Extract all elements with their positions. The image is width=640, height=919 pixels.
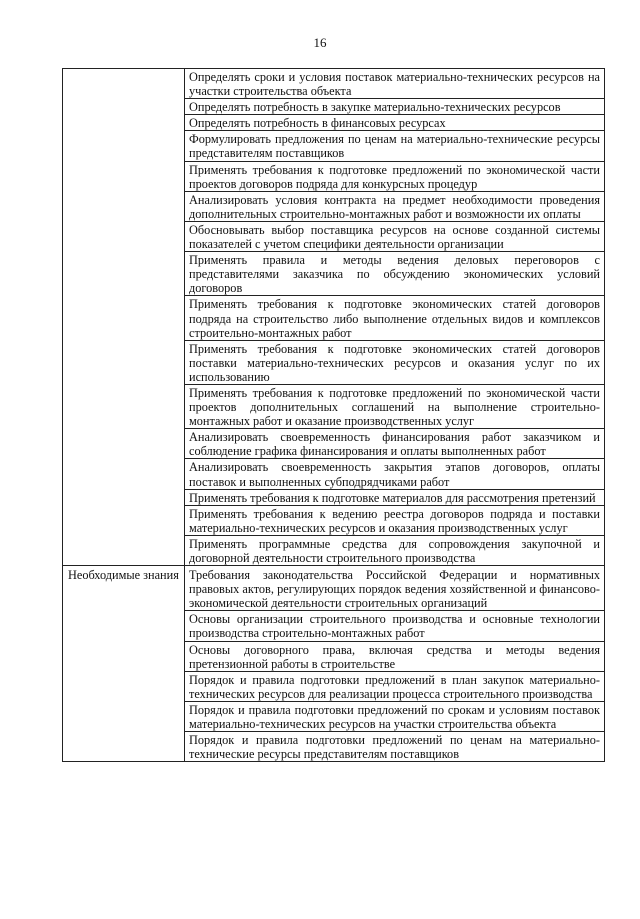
skill-item: Применять требования к подготовке экономических статей договоров поставки материально-технических ресурсов и оказания услуг по их использованию (185, 340, 605, 384)
skill-item: Применять требования к подготовке предложений по экономической части проектов дополнительных соглашений на выполнение строительно-монтажных работ и оказание производственных услуг (185, 384, 605, 428)
skill-item: Определять потребность в финансовых ресурсах (185, 115, 605, 131)
skill-item: Обосновывать выбор поставщика ресурсов на основе созданной системы показателей с учетом специфики деятельности организации (185, 221, 605, 251)
skill-item: Формулировать предложения по ценам на материально-технические ресурсы представителям поставщиков (185, 131, 605, 161)
skill-item: Определять потребность в закупке материально-технических ресурсов (185, 99, 605, 115)
skill-item: Применять требования к ведению реестра договоров подряда и поставки материально-технических ресурсов и оказания производственных услуг (185, 505, 605, 535)
skill-item: Анализировать своевременность закрытия этапов договоров, оплаты поставок и выполненных субподрядчиками работ (185, 459, 605, 489)
page-number: 16 (313, 35, 327, 50)
table-row (63, 69, 605, 99)
skill-item: Определять сроки и условия поставок материально-технических ресурсов на участки строительства объекта (185, 69, 605, 99)
knowledge-label: Необходимые знания (63, 566, 185, 762)
skill-item: Применять требования к подготовке предложений по экономической части проектов договоров подряда для конкурсных процедур (185, 161, 605, 191)
knowledge-item: Порядок и правила подготовки предложений по ценам на материально-технические ресурсы представителям поставщиков (185, 732, 605, 762)
skill-item: Применять требования к подготовке экономических статей договоров подряда на строительство либо выполнение отдельных видов и комплексов строительно-монтажных работ (185, 296, 605, 340)
skill-item: Анализировать своевременность финансирования работ заказчиком и соблюдение графика финансирования и оплаты выполненных работ (185, 429, 605, 459)
skills-label-cell (63, 69, 185, 566)
skill-item: Применять правила и методы ведения деловых переговоров с представителями заказчика по обсуждению экономических условий договоров (185, 252, 605, 296)
skill-item: Применять программные средства для сопровождения закупочной и договорной деятельности строительного производства (185, 535, 605, 565)
knowledge-item: Порядок и правила подготовки предложений в план закупок материально-технических ресурсов для реализации процесса строительного производства (185, 671, 605, 701)
skill-item: Применять требования к подготовке материалов для рассмотрения претензий (185, 489, 605, 505)
knowledge-item: Порядок и правила подготовки предложений по срокам и условиям поставок материально-технических ресурсов на участки строительства объекта (185, 701, 605, 731)
knowledge-item: Требования законодательства Российской Федерации и нормативных правовых актов, регулирующих порядок ведения хозяйственной и финансово-экономической деятельности строительных организаций (185, 566, 605, 611)
table-row (63, 566, 605, 611)
skill-item: Анализировать условия контракта на предмет необходимости проведения дополнительных строительно-монтажных работ и возможности их оплаты (185, 191, 605, 221)
knowledge-item: Основы организации строительного производства и основные технологии производства строительно-монтажных работ (185, 611, 605, 641)
knowledge-item: Основы договорного права, включая средства и методы ведения претензионной работы в строительстве (185, 641, 605, 671)
requirements-table (62, 68, 605, 762)
